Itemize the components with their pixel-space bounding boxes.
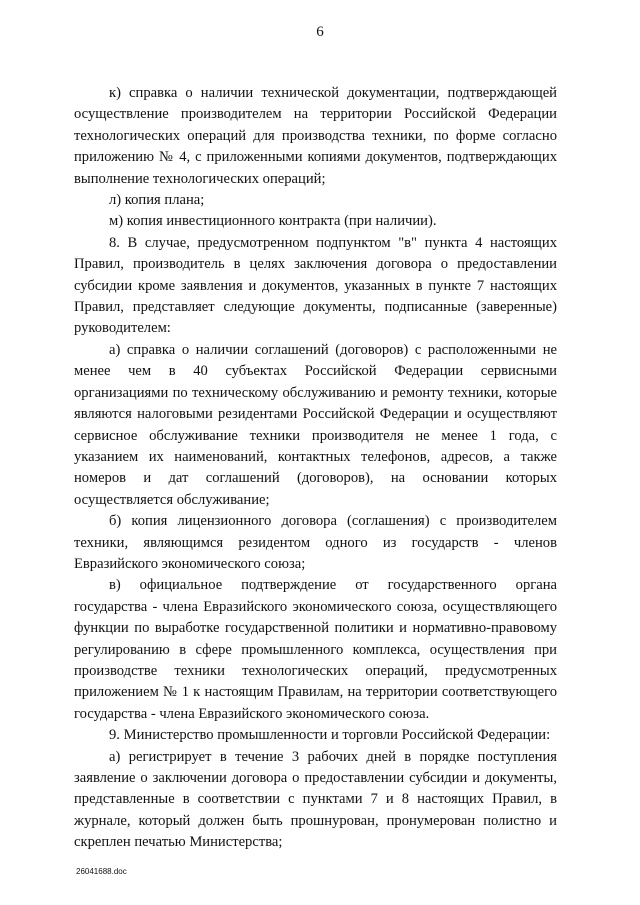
paragraph-m-investment-contract: м) копия инвестиционного контракта (при наличии). <box>109 213 437 230</box>
paragraph-9a-registration: а) регистрирует в течение 3 рабочих дней в порядке поступления заявление о заключении договора о предоставлении субсидии и документы, представленные в соответствии с пунктами 7 и 8 настоящих Правил, в журнале, который должен быть прошнурован, пронумерован полистно и скреплен печатью Министерства; <box>74 748 557 851</box>
paragraph-l-plan-copy: л) копия плана; <box>109 192 205 209</box>
paragraph-8v-official-confirmation: в) официальное подтверждение от государственного органа государства - члена Евразийского экономического союза, осуществляющего функции по выработке государственной политики и нормативно-правовому регулированию в сфере промышленного комплекса, осуществления при производстве техники технологических операций, предусмотренных приложением № 1 к настоящим Правилам, на территории соответствующего государства - члена Евразийского экономического союза. <box>74 577 557 722</box>
paragraph-8b-license-agreement: б) копия лицензионного договора (соглашения) с производителем техники, являющимся резидентом одного из государств - членов Евразийского экономического союза; <box>74 513 557 572</box>
page-number: 6 <box>316 24 324 40</box>
paragraph-9: 9. Министерство промышленности и торговли Российской Федерации: <box>109 727 551 744</box>
footer-file-code: 26041688.doc <box>76 867 127 876</box>
paragraph-k-technical-documentation: к) справка о наличии технической документации, подтверждающей осуществление производителем на территории Российской Федерации технологических операций для производства техники, по форме согласно приложению № 4, с приложенными копиями документов, подтверждающих выполнение технологических операций; <box>74 85 557 187</box>
document-body <box>74 83 557 854</box>
paragraph-8: 8. В случае, предусмотренном подпунктом "в" пункта 4 настоящих Правил, производитель в целях заключения договора о предоставлении субсидии кроме заявления и документов, указанных в пункте 7 настоящих Правил, представляет следующие документы, подписанные (заверенные) руководителем: <box>74 234 557 337</box>
paragraph-8a-service-agreements: а) справка о наличии соглашений (договоров) с расположенными не менее чем в 40 субъектах Российской Федерации сервисными организациями по техническому обслуживанию и ремонту техники, которые являются налоговыми резидентами Российской Федерации и осуществляют сервисное обслуживание техники производителя не менее 1 года, с указанием их наименований, контактных телефонов, адресов, а также номеров и дат соглашений (договоров), на основании которых осуществляется обслуживание; <box>74 341 557 508</box>
